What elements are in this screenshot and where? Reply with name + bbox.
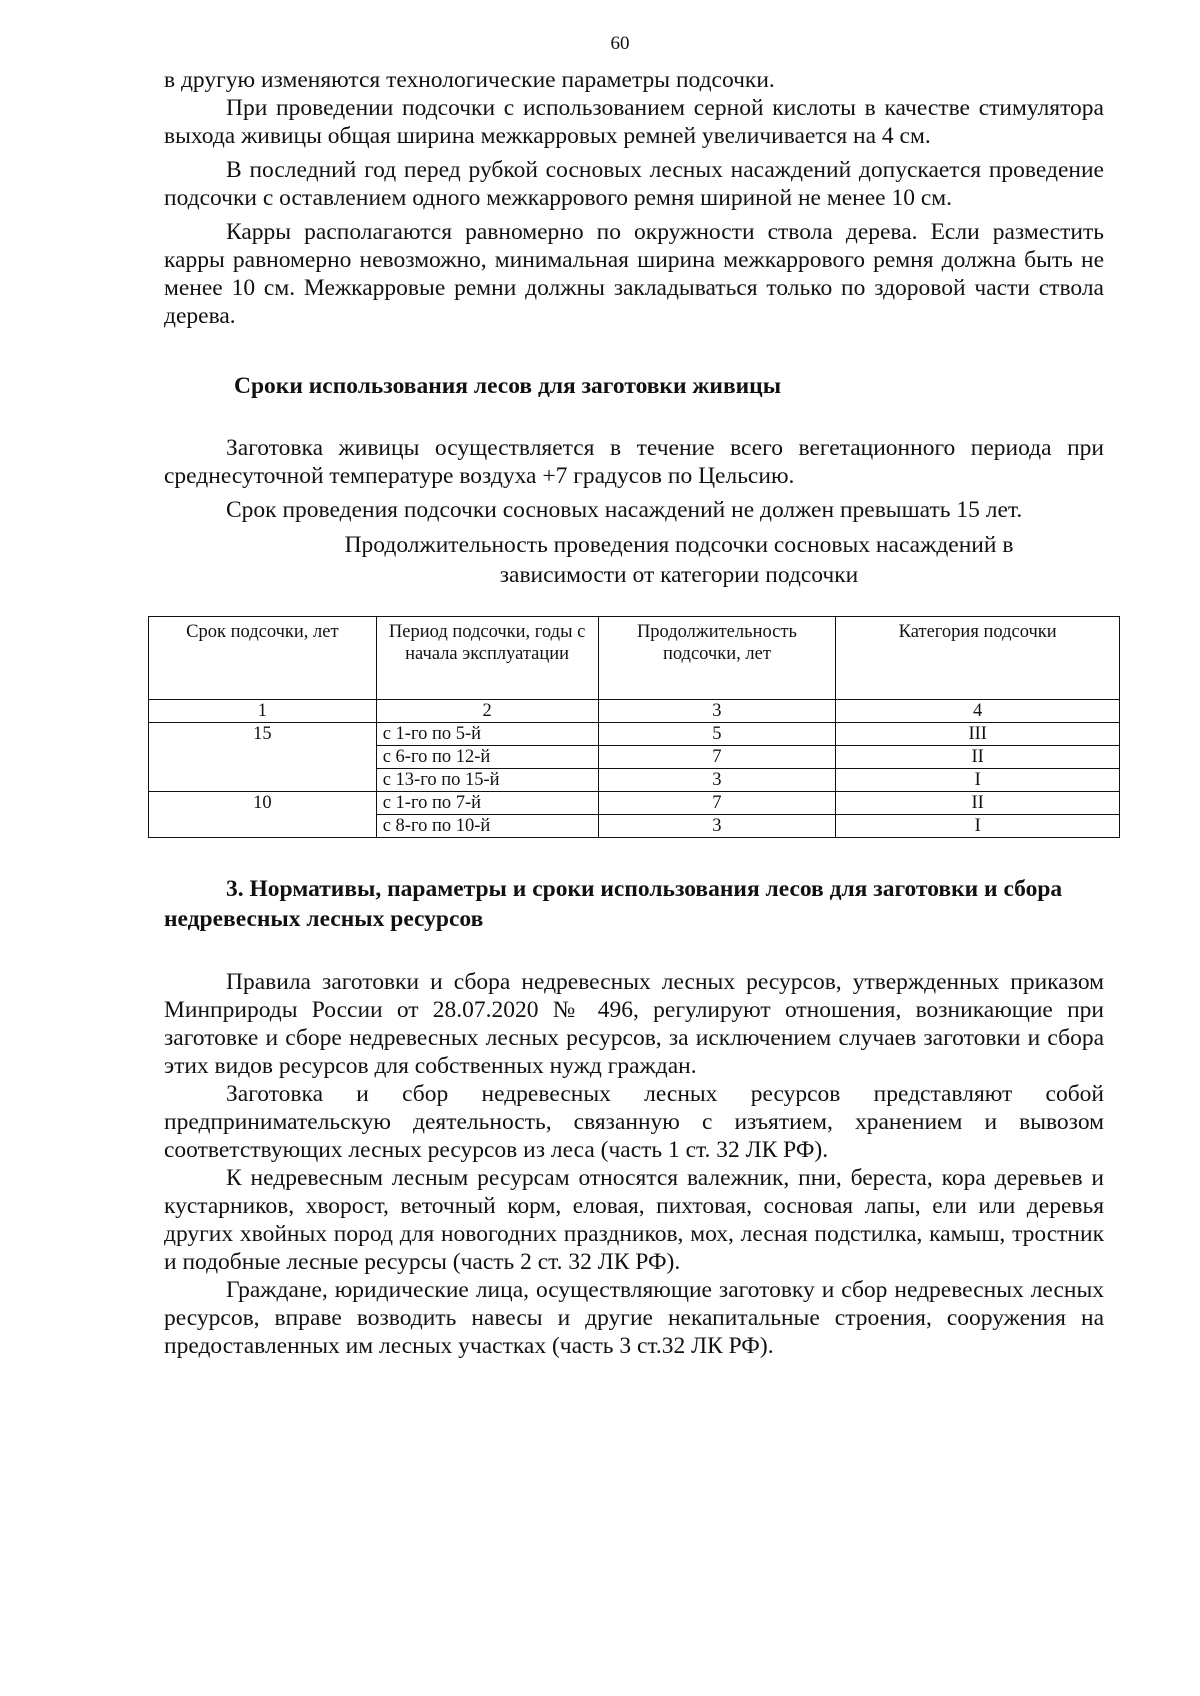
table-number-row (149, 700, 1120, 723)
paragraph: Правила заготовки и сбора недревесных лесных ресурсов, утвержденных приказом Минприроды России от 28.07.2020 № 496, регулируют отношения, возникающие при заготовке и сборе недревесных лесных ресурсов, за исключением случаев заготовки и сбора этих видов ресурсов для собственных нужд граждан. (164, 969, 1104, 1079)
table-cell-period: с 13-го по 15-й (376, 769, 598, 792)
table-cell-category: III (836, 723, 1120, 746)
table-row (149, 792, 1120, 815)
subsection-heading: Сроки использования лесов для заготовки живицы (234, 373, 782, 399)
paragraph: Заготовка живицы осуществляется в течение всего вегетационного периода при среднесуточной температуре воздуха +7 градусов по Цельсию. (164, 435, 1104, 489)
table-cell: 3 (598, 700, 836, 723)
table-header-cell: Срок подсочки, лет (149, 617, 377, 700)
table-cell-category: II (836, 746, 1120, 769)
table-cell-category: II (836, 792, 1120, 815)
table-cell-duration: 3 (598, 769, 836, 792)
table-cell: 2 (376, 700, 598, 723)
table-row (149, 723, 1120, 746)
table-cell-duration: 7 (598, 792, 836, 815)
table-caption-line: зависимости от категории подсочки (499, 562, 859, 588)
table-cell-period: с 8-го по 10-й (376, 815, 598, 838)
table-cell-duration: 7 (598, 746, 836, 769)
paragraph: Срок проведения подсочки сосновых насаждений не должен превышать 15 лет. (226, 497, 1023, 523)
paragraph: Карры располагаются равномерно по окружности ствола дерева. Если разместить карры равномерно невозможно, минимальная ширина межкаррового ремня должна быть не менее 10 см. Межкарровые ремни должны закладываться только по здоровой части ствола дерева. (164, 219, 1104, 329)
table-cell-category: I (836, 769, 1120, 792)
page-number: 60 (610, 33, 630, 54)
table-header-cell: Период подсочки, годы с начала эксплуатации (376, 617, 598, 700)
table-header-cell: Продолжительность подсочки, лет (598, 617, 836, 700)
section-heading: 3. Нормативы, параметры и сроки использования лесов для заготовки и сбора недревесных лесных ресурсов (164, 876, 1063, 932)
table-cell-category: I (836, 815, 1120, 838)
paragraph: К недревесным лесным ресурсам относятся валежник, пни, береста, кора деревьев и кустарников, хворост, веточный корм, еловая, пихтовая, сосновая лапы, ели или деревья других хвойных пород для новогодних праздников, мох, лесная подстилка, камыш, тростник и подобные лесные ресурсы (часть 2 ст. 32 ЛК РФ). (164, 1165, 1104, 1275)
table-cell-period: с 6-го по 12-й (376, 746, 598, 769)
paragraph: в другую изменяются технологические параметры подсочки. (164, 67, 775, 93)
paragraph: Граждане, юридические лица, осуществляющие заготовку и сбор недревесных лесных ресурсов, вправе возводить навесы и другие некапитальные строения, сооружения на предоставленных им лесных участках (часть 3 ст.32 ЛК РФ). (164, 1277, 1104, 1359)
table-cell: 1 (149, 700, 377, 723)
paragraph: При проведении подсочки с использованием серной кислоты в качестве стимулятора выхода живицы общая ширина межкарровых ремней увеличивается на 4 см. (164, 95, 1104, 149)
table-cell-term: 10 (149, 792, 377, 838)
document-body (164, 66, 1104, 1360)
table-cell-term: 15 (149, 723, 377, 792)
table-header-cell: Категория подсочки (836, 617, 1120, 700)
table-cell-duration: 3 (598, 815, 836, 838)
table-header-row (149, 617, 1120, 700)
paragraph: Заготовка и сбор недревесных лесных ресурсов представляют собой предпринимательскую деятельность, связанную с изъятием, хранением и вывозом соответствующих лесных ресурсов из леса (часть 1 ст. 32 ЛК РФ). (164, 1081, 1104, 1163)
table-cell-period: с 1-го по 5-й (376, 723, 598, 746)
table-cell-duration: 5 (598, 723, 836, 746)
tapping-duration-table (148, 616, 1120, 838)
table-caption (164, 530, 1104, 590)
table-cell-period: с 1-го по 7-й (376, 792, 598, 815)
table-cell: 4 (836, 700, 1120, 723)
table-caption-line: Продолжительность проведения подсочки сосновых насаждений в (344, 532, 1014, 558)
paragraph: В последний год перед рубкой сосновых лесных насаждений допускается проведение подсочки с оставлением одного межкаррового ремня шириной не менее 10 см. (164, 157, 1104, 211)
